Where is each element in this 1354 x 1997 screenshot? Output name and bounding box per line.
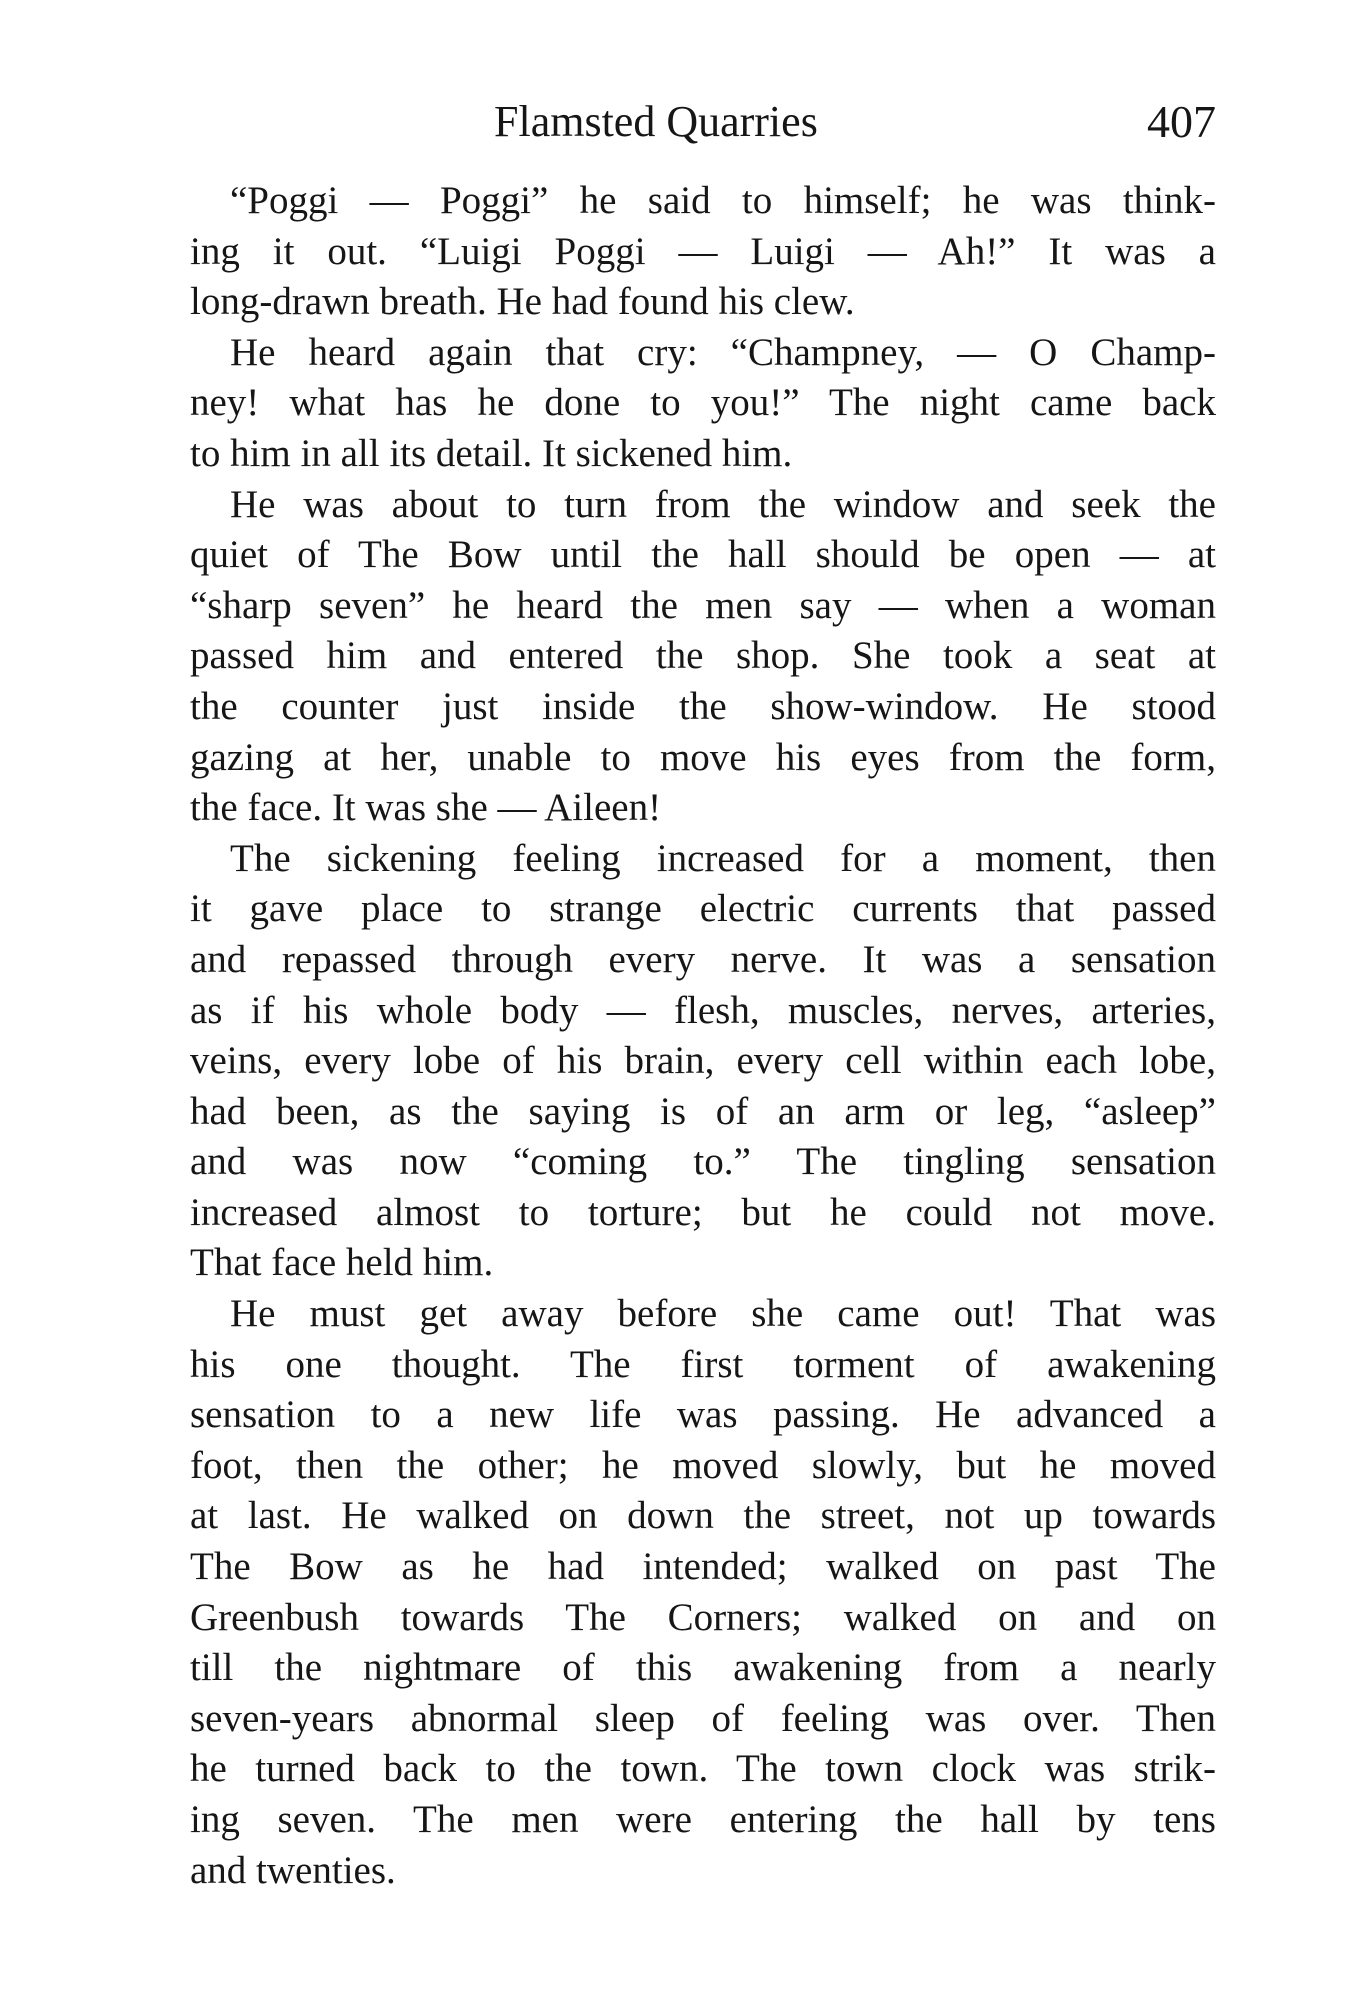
text-line: passed him and entered the shop. She took a seat at [190, 634, 1216, 678]
text-line: it gave place to strange electric currents that passed [190, 887, 1216, 931]
text-line: foot, then the other; he moved slowly, but he moved [190, 1443, 1216, 1487]
text-line: and repassed through every nerve. It was a sensation [190, 937, 1216, 981]
text-line: to him in all its detail. It sickened him. [190, 431, 793, 475]
text-line: sensation to a new life was passing. He advanced a [190, 1393, 1216, 1437]
text-line: and twenties. [190, 1848, 396, 1892]
text-line: ney! what has he done to you!” The night came back [190, 381, 1216, 425]
text-line: “sharp seven” he heard the men say — when a woman [190, 583, 1216, 627]
text-line: and was now “coming to.” The tingling sensation [190, 1140, 1216, 1184]
text-line: had been, as the saying is of an arm or leg, “asleep” [190, 1089, 1216, 1133]
text-line: ing it out. “Luigi Poggi — Luigi — Ah!” It was a [190, 229, 1216, 273]
text-line: The Bow as he had intended; walked on past The [190, 1545, 1216, 1589]
text-line: till the nightmare of this awakening from a nearly [190, 1646, 1216, 1690]
text-line: ing seven. The men were entering the hall by tens [190, 1798, 1216, 1841]
text-line: his one thought. The first torment of awakening [190, 1342, 1216, 1386]
text-line: gazing at her, unable to move his eyes from the form, [190, 735, 1216, 779]
running-title: Flamsted Quarries [494, 97, 818, 146]
text-line: the face. It was she — Aileen! [190, 786, 662, 830]
page-number: 407 [1147, 96, 1216, 147]
text-line: quiet of The Bow until the hall should be open — at [190, 533, 1216, 577]
text-line: “Poggi — Poggi” he said to himself; he was think- [230, 179, 1216, 222]
text-line: at last. He walked on down the street, not up towards [190, 1494, 1216, 1538]
text-line: veins, every lobe of his brain, every cell within each lobe, [190, 1039, 1216, 1083]
body-text [190, 176, 1216, 1896]
text-line: long-drawn breath. He had found his clew. [190, 280, 855, 324]
text-line: the counter just inside the show-window. He stood [190, 684, 1216, 728]
page-header [190, 92, 1216, 162]
text-line: He was about to turn from the window and seek the [230, 482, 1216, 526]
text-line: increased almost to torture; but he could not move. [190, 1190, 1216, 1234]
text-line: as if his whole body — flesh, muscles, nerves, arteries, [190, 988, 1216, 1032]
text-line: he turned back to the town. The town clock was strik- [190, 1747, 1216, 1791]
text-line: seven-years abnormal sleep of feeling was over. Then [190, 1696, 1216, 1740]
text-line: Greenbush towards The Corners; walked on and on [190, 1595, 1216, 1639]
text-line: The sickening feeling increased for a moment, then [230, 836, 1216, 880]
text-line: He heard again that cry: “Champney, — O Champ- [230, 330, 1216, 374]
text-line: He must get away before she came out! That was [230, 1292, 1216, 1336]
text-line: That face held him. [190, 1241, 494, 1285]
